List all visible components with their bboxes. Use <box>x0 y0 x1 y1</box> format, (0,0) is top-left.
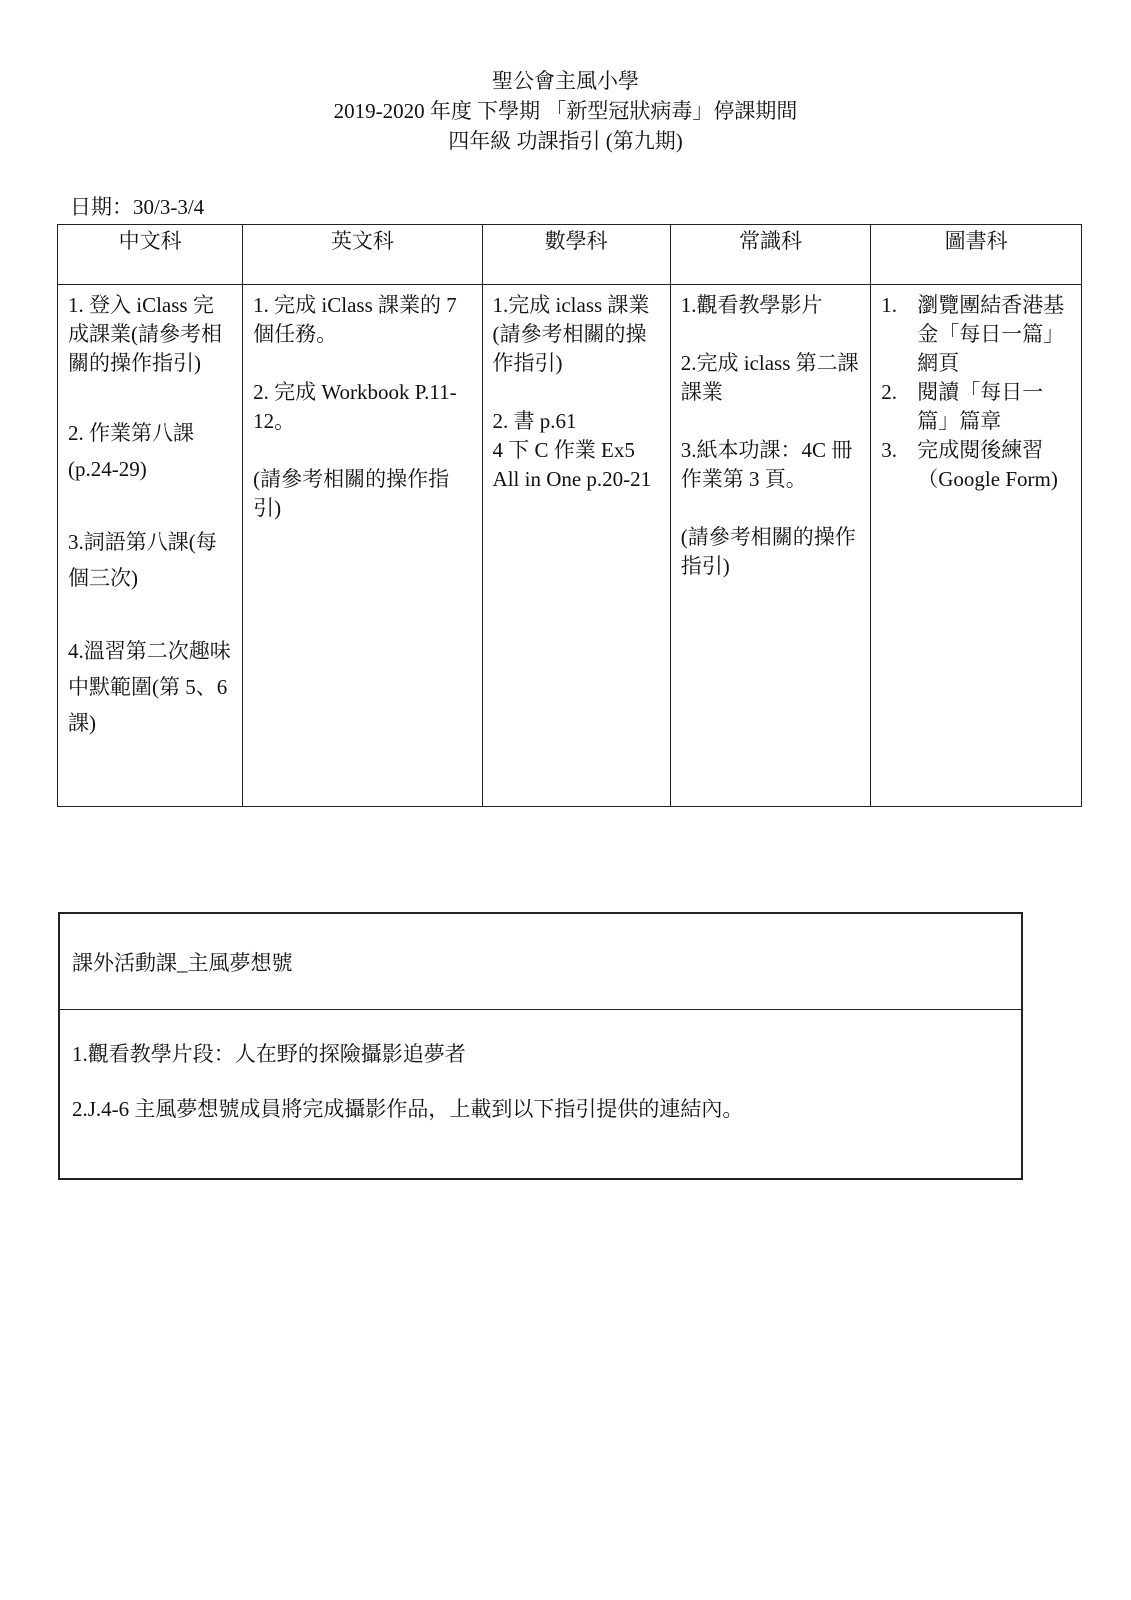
english-item-1: 1. 完成 iClass 課業的 7 個任務。 <box>253 293 457 346</box>
header-library: 圖書科 <box>871 225 1082 285</box>
header-general-studies: 常識科 <box>670 225 871 285</box>
chinese-item-3: 3.詞語第八課(每個三次) <box>68 530 217 590</box>
list-item: 3. 完成閱後練習（Google Form) <box>881 438 1058 491</box>
header-chinese: 中文科 <box>58 225 243 285</box>
homework-table <box>57 224 1082 807</box>
table-row <box>58 285 1082 807</box>
math-item-1: 1.完成 iclass 課業(請參考相關的操作指引) <box>492 293 650 375</box>
math-item-2: 2. 書 p.61 <box>492 409 577 433</box>
list-item: 2. 閱讀「每日一篇」篇章 <box>881 380 1044 433</box>
math-cell <box>482 285 670 807</box>
gs-note: (請參考相關的操作指引) <box>680 525 856 578</box>
gs-item-1: 1.觀看教學影片 <box>680 293 823 317</box>
activity-item-2: 2.J.4-6 主風夢想號成員將完成攝影作品，上載到以下指引提供的連結內。 <box>72 1097 744 1121</box>
document-header <box>0 66 1131 156</box>
chinese-cell <box>58 285 243 807</box>
extracurricular-box <box>58 912 1023 1180</box>
english-item-2: 2. 完成 Workbook P.11-12。 <box>253 380 457 433</box>
library-cell <box>871 285 1082 807</box>
english-note: (請參考相關的操作指引) <box>253 467 450 520</box>
chinese-item-4: 4.溫習第二次趣味中默範圍(第 5、6 課) <box>68 639 231 735</box>
activity-item-1: 1.觀看教學片段：人在野的探險攝影追夢者 <box>72 1042 466 1066</box>
school-name: 聖公會主風小學 <box>492 69 639 93</box>
date-value: 30/3-3/4 <box>133 195 205 219</box>
english-cell <box>243 285 482 807</box>
extracurricular-title: 課外活動課_主風夢想號 <box>60 914 1021 1010</box>
gs-item-3: 3.紙本功課：4C 冊作業第 3 頁。 <box>680 438 853 491</box>
general-studies-cell <box>670 285 871 807</box>
chinese-item-2: 2. 作業第八課(p.24-29) <box>68 421 194 481</box>
header-math: 數學科 <box>482 225 670 285</box>
gs-item-2: 2.完成 iclass 第二課課業 <box>680 351 859 404</box>
header-english: 英文科 <box>243 225 482 285</box>
term-title: 2019-2020 年度 下學期 「新型冠狀病毒」停課期間 <box>333 99 798 123</box>
extracurricular-body <box>60 1010 1021 1124</box>
library-list <box>881 291 1071 494</box>
table-header-row <box>58 225 1082 285</box>
grade-title: 四年級 功課指引 (第九期) <box>448 129 683 153</box>
list-item: 1. 瀏覽團結香港基金「每日一篇」網頁 <box>881 293 1065 375</box>
date-label: 日期： <box>70 195 133 219</box>
chinese-item-1: 1. 登入 iClass 完成課業(請參考相關的操作指引) <box>68 293 222 375</box>
math-item-4: All in One p.20-21 <box>492 467 652 491</box>
date-line <box>70 191 204 221</box>
math-item-3: 4 下 C 作業 Ex5 <box>492 438 635 462</box>
